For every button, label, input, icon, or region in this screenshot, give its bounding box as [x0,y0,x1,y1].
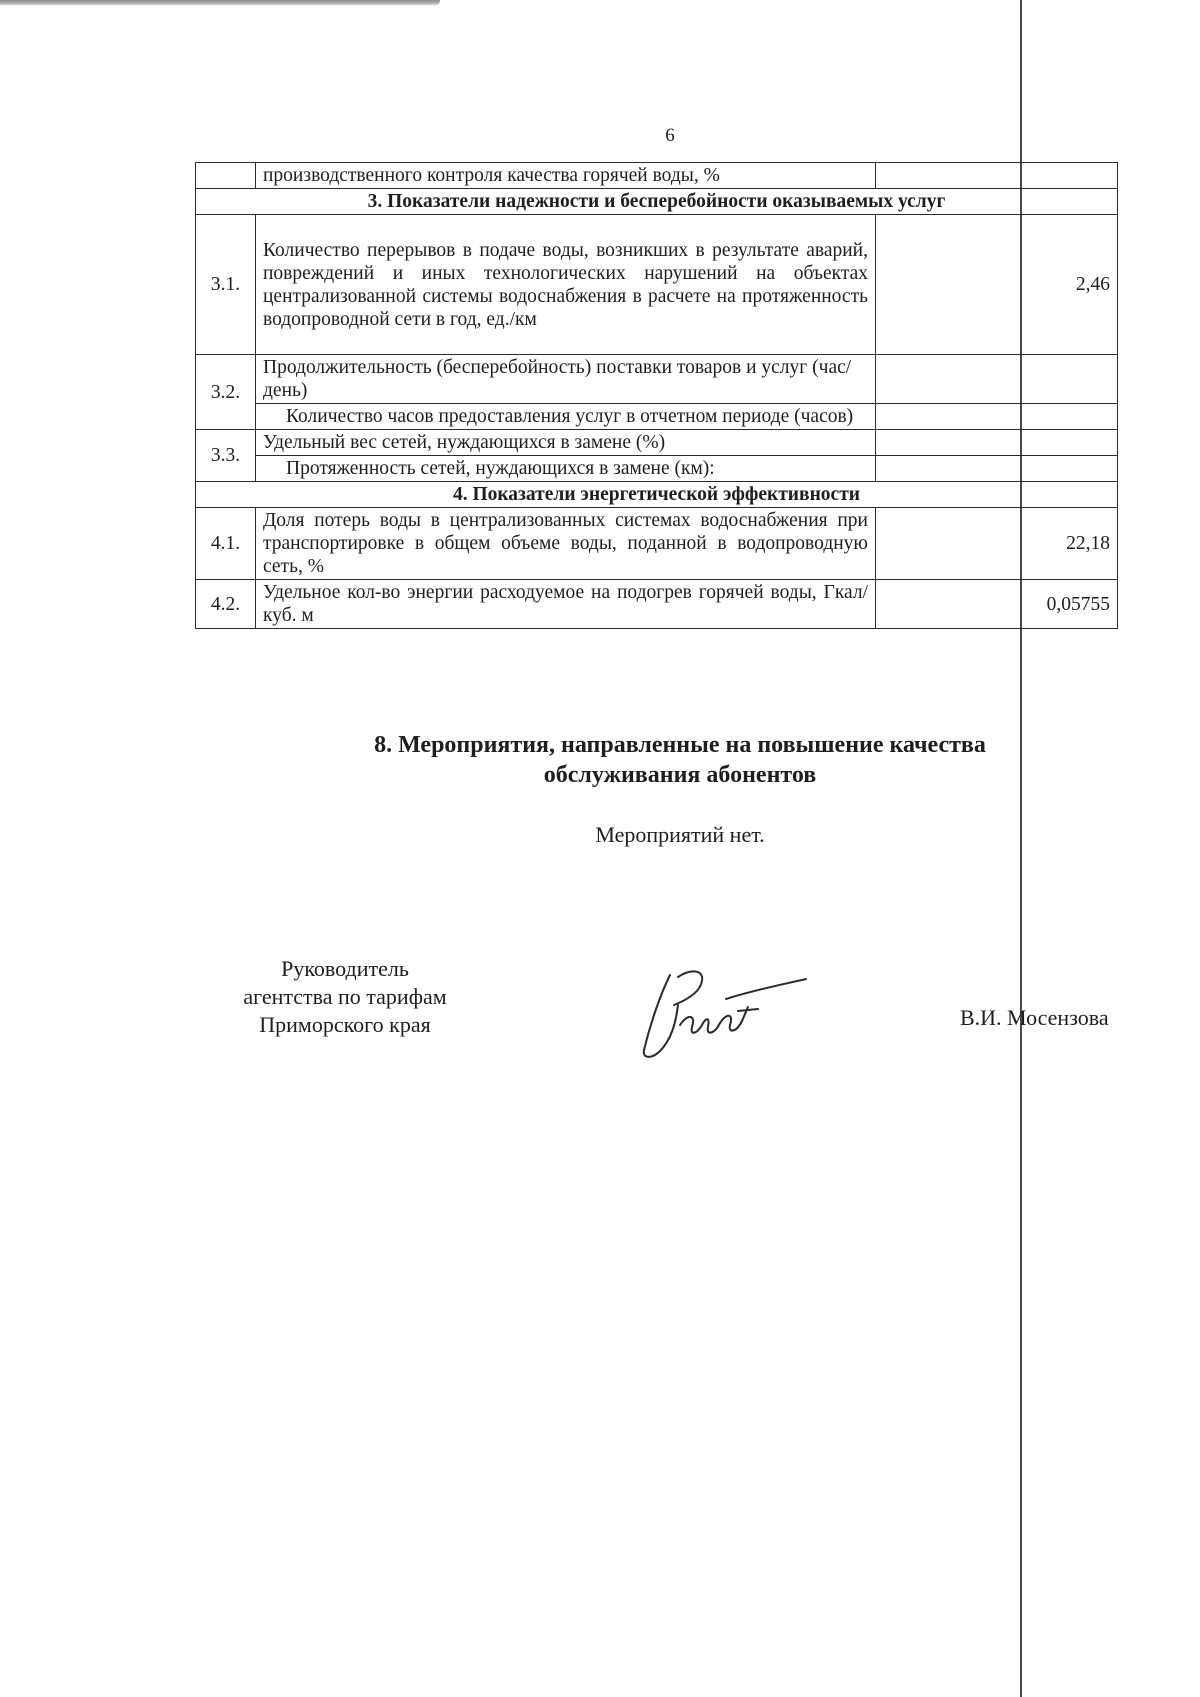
indicators-table [195,162,1118,629]
row-number-cell: 3.1. [196,215,256,355]
row-number-cell: 4.2. [196,580,256,629]
row-description-cell: Удельное кол-во энергии расходуемое на подогрев горячей воды, Гкал/куб. м [256,580,876,629]
page-number: 6 [665,125,675,146]
row-description-cell: Продолжительность (бесперебойность) поставки товаров и услуг (час/день) [256,355,876,404]
row-description-cell: Доля потерь воды в централизованных системах водоснабжения при транспортировке в общем объеме воды, поданной в водопроводную сеть, % [256,508,876,580]
row-number-cell: 3.3. [196,430,256,482]
section-8-text: Мероприятий нет. [595,822,765,847]
row-description-cell: Количество часов предоставления услуг в отчетном периоде (часов) [256,404,876,430]
signer-position-line: агентства по тарифам [243,984,447,1009]
row-value-cell [876,355,1118,404]
table-row [196,508,1118,580]
row-description-cell: производственного контроля качества горячей воды, % [256,163,876,189]
scan-edge-smudge [0,0,440,6]
table-row [196,163,1118,189]
row-value-cell [876,404,1118,430]
signer-position-line: Руководитель [281,956,409,981]
table-row [196,355,1118,404]
table-row [196,580,1118,629]
row-number-cell [196,163,256,189]
section-8-heading: 8. Мероприятия, направленные на повышение качества обслуживания абонентов [374,732,986,788]
row-description-cell: Протяженность сетей, нуждающихся в замене (км): [256,456,876,482]
row-value-cell: 2,46 [876,215,1118,355]
table-row [196,430,1118,456]
signer-position-line: Приморского края [259,1012,431,1037]
row-value-cell: 0,05755 [876,580,1118,629]
row-description-cell: Количество перерывов в подаче воды, возникших в результате аварий, повреждений и иных технологических нарушений на объектах централизованной системы водоснабжения в расчете на протяженность водопроводной сети в год, ед./км [256,215,876,355]
handwritten-signature [630,955,810,1065]
table-row [196,404,1118,430]
row-value-cell [876,456,1118,482]
signer-position [195,955,495,1039]
row-number-cell: 3.2. [196,355,256,430]
row-value-cell [876,430,1118,456]
row-value-cell: 22,18 [876,508,1118,580]
table-row [196,456,1118,482]
section-3-title: 3. Показатели надежности и бесперебойности оказываемых услуг [196,189,1118,215]
table-row [196,215,1118,355]
row-number-cell: 4.1. [196,508,256,580]
section-4-title: 4. Показатели энергетической эффективности [196,482,1118,508]
row-value-cell [876,163,1118,189]
signer-name: В.И. Мосензова [960,1005,1109,1030]
table-section-row [196,189,1118,215]
row-description-cell: Удельный вес сетей, нуждающихся в замене (%) [256,430,876,456]
table-section-row [196,482,1118,508]
